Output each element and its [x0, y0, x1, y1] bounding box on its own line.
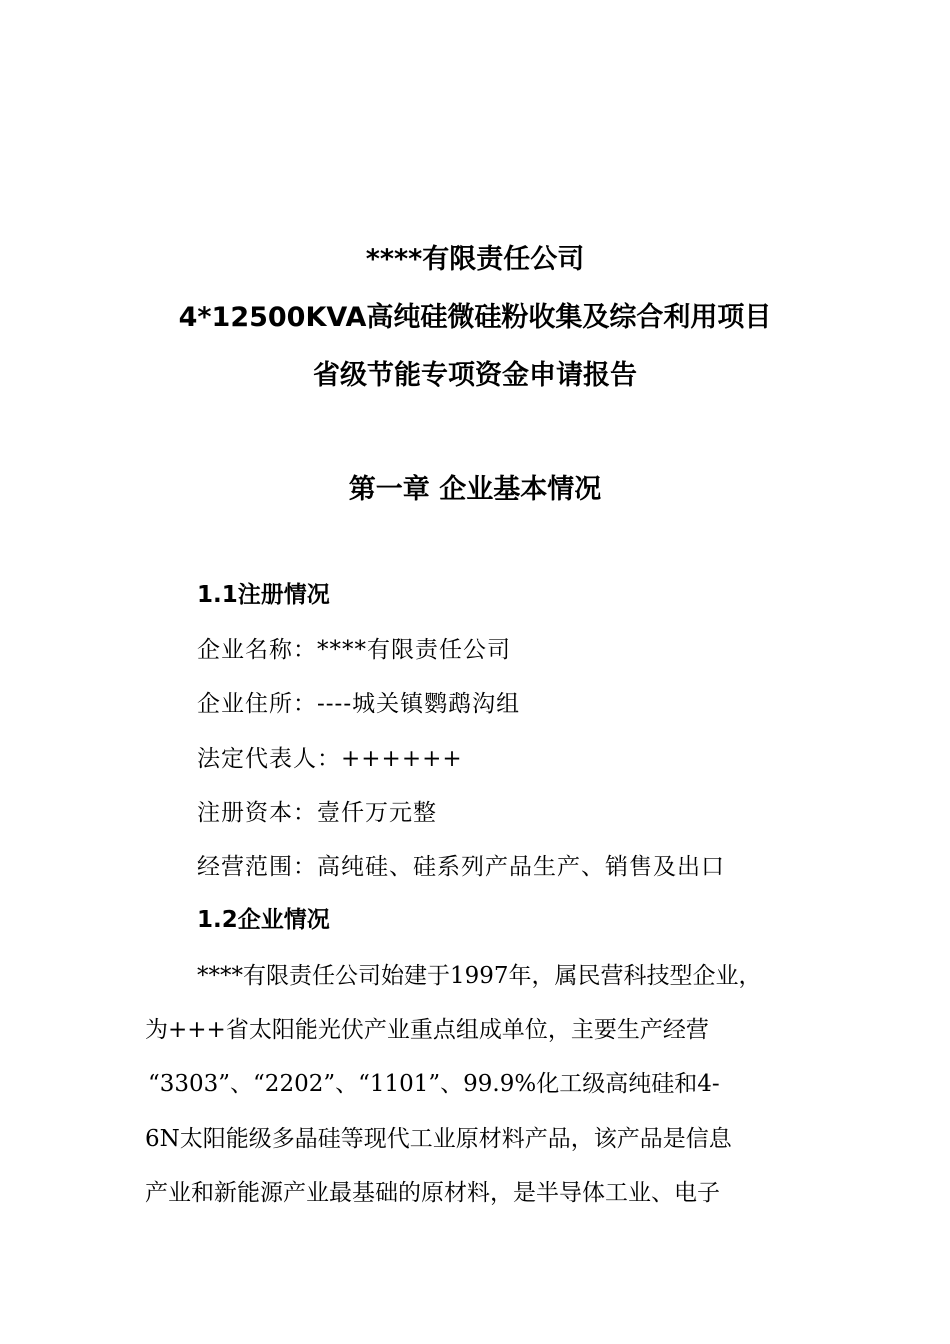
field-business-scope: 经营范围：高纯硅、硅系列产品生产、销售及出口 [197, 854, 725, 880]
field-legal-representative: 法定代表人：++++++ [197, 746, 463, 772]
paragraph-line: “3303”、“2202”、“1101”、99.9%化工级高纯硅和4- [148, 1071, 720, 1097]
field-company-address: 企业住所：----城关镇鹦鹉沟组 [197, 691, 521, 717]
company-title: ****有限责任公司 [365, 244, 585, 275]
section-heading-registration: 1.1注册情况 [197, 582, 330, 608]
field-registered-capital: 注册资本：壹仟万元整 [197, 800, 437, 826]
paragraph-line: 6N太阳能级多晶硅等现代工业原材料产品，该产品是信息 [145, 1126, 732, 1152]
section-heading-enterprise: 1.2企业情况 [197, 907, 330, 933]
chapter-heading: 第一章 企业基本情况 [348, 474, 602, 505]
paragraph-line: ****有限责任公司始建于1997年，属民营科技型企业， [197, 963, 762, 989]
field-company-name: 企业名称：****有限责任公司 [197, 637, 511, 663]
paragraph-line: 产业和新能源产业最基础的原材料，是半导体工业、电子 [145, 1180, 720, 1206]
report-title: 省级节能专项资金申请报告 [313, 360, 637, 391]
paragraph-line: 为+++省太阳能光伏产业重点组成单位，主要生产经营 [145, 1017, 709, 1043]
project-title: 4*12500KVA高纯硅微硅粉收集及综合利用项目 [178, 302, 772, 333]
